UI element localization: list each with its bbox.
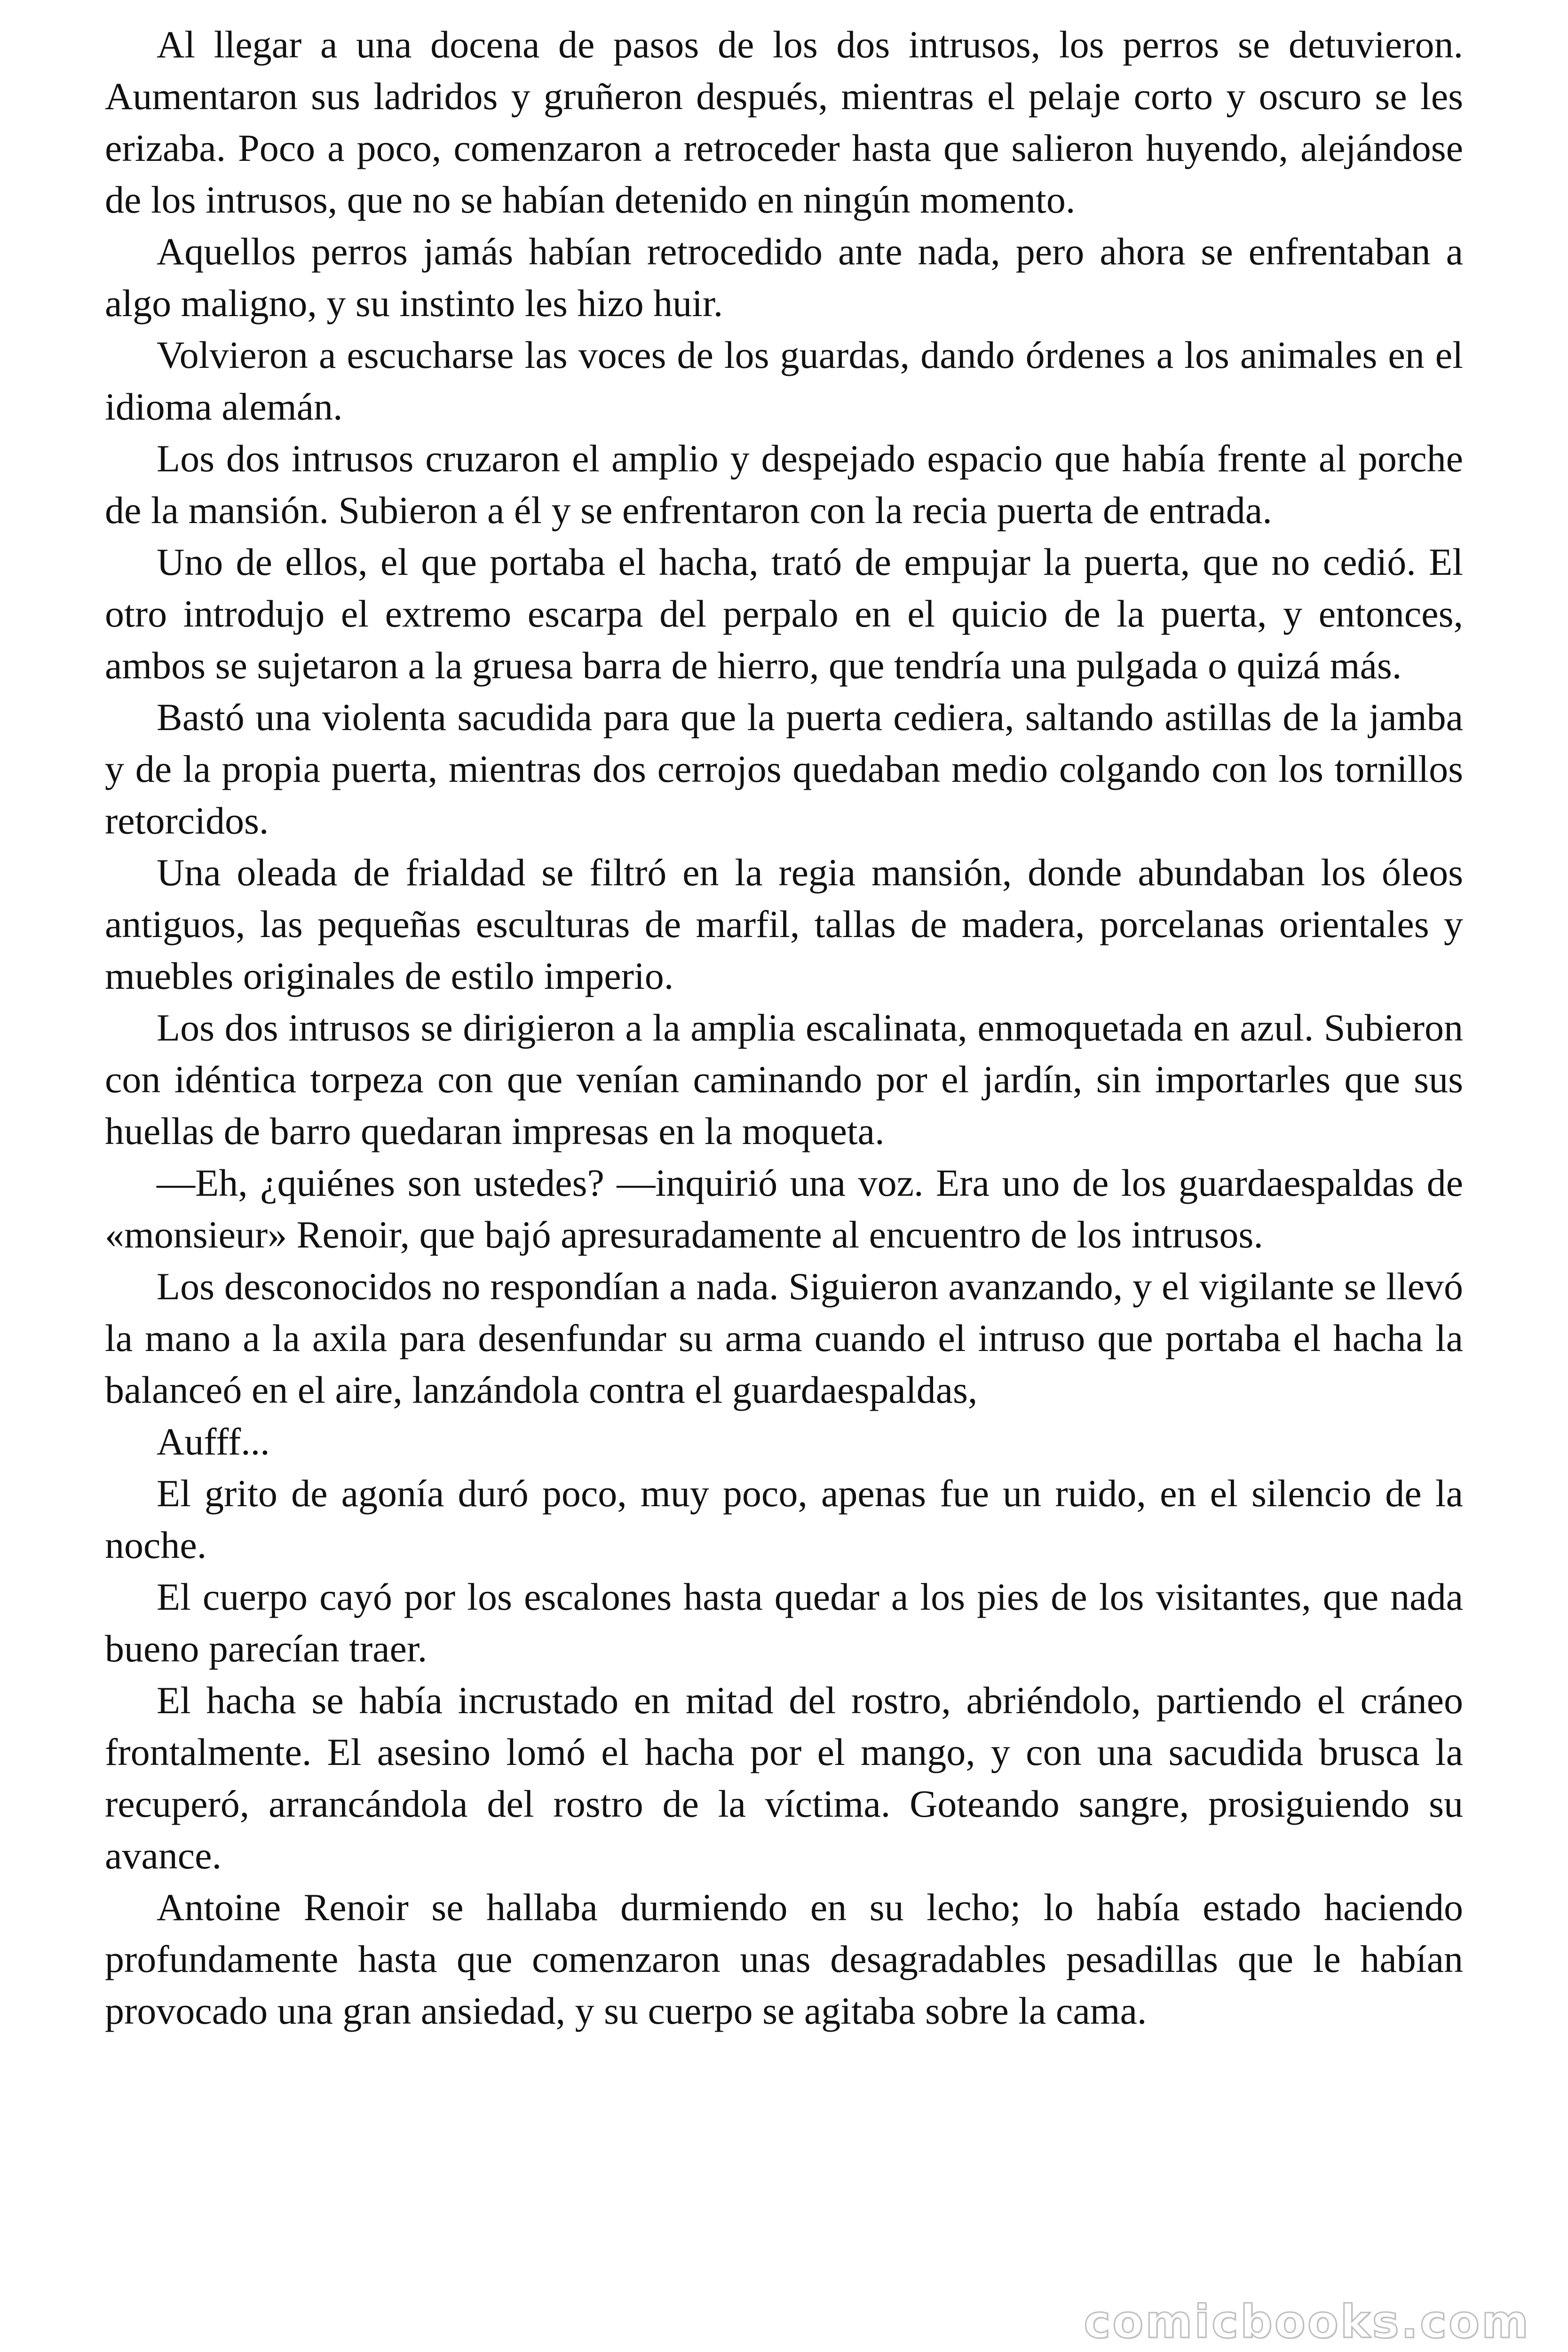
page-body — [105, 19, 1463, 2037]
paragraph-15: Antoine Renoir se hallaba durmiendo en su lecho; lo había estado haciendo profundamente hasta que comenzaron unas desagradables pesadillas que le habían provocado una gran ansiedad, y su cuerpo se agitaba sobre la cama. — [105, 1886, 1463, 2032]
watermark: comicbooks.com — [1084, 2296, 1530, 2348]
paragraph-3: Volvieron a escucharse las voces de los guardas, dando órdenes a los animales en el idioma alemán. — [105, 334, 1463, 428]
paragraph-7: Una oleada de frialdad se filtró en la regia mansión, donde abundaban los óleos antiguos, las pequeñas esculturas de marfil, tallas de madera, porcelanas orientales y muebles originales de estilo imperio. — [105, 851, 1463, 997]
paragraph-5: Uno de ellos, el que portaba el hacha, trató de empujar la puerta, que no cedió. El otro introdujo el extremo escarpa del perpalo en el quicio de la puerta, y entonces, ambos se sujetaron a la gruesa barra de hierro, que tendría una pulgada o quizá más. — [105, 540, 1463, 687]
paragraph-4: Los dos intrusos cruzaron el amplio y despejado espacio que había frente al porche de la mansión. Subieron a él y se enfrentaron con la recia puerta de entrada. — [105, 437, 1463, 532]
paragraph-9: —Eh, ¿quiénes son ustedes? —inquirió una voz. Era uno de los guardaespaldas de «monsieur» Renoir, que bajó apresuradamente al encuentro de los intrusos. — [105, 1161, 1463, 1256]
paragraph-11: Aufff... — [157, 1420, 270, 1463]
paragraph-6: Bastó una violenta sacudida para que la puerta cediera, saltando astillas de la jamba y de la propia puerta, mientras dos cerrojos quedaban medio colgando con los tornillos retorcidos. — [105, 696, 1463, 842]
paragraph-14: El hacha se había incrustado en mitad del rostro, abriéndolo, partiendo el cráneo frontalmente. El asesino lomó el hacha por el mango, y con una sacudida brusca la recuperó, arrancándola del rostro de la víctima. Goteando sangre, prosiguiendo su avance. — [105, 1679, 1463, 1877]
paragraph-2: Aquellos perros jamás habían retrocedido ante nada, pero ahora se enfrentaban a algo maligno, y su instinto les hizo huir. — [105, 230, 1463, 325]
paragraph-10: Los desconocidos no respondían a nada. Siguieron avanzando, y el vigilante se llevó la mano a la axila para desenfundar su arma cuando el intruso que portaba el hacha la balanceó en el aire, lanzándola contra el guardaespaldas, — [105, 1265, 1463, 1411]
paragraph-1: Al llegar a una docena de pasos de los dos intrusos, los perros se detuvieron. Aumentaron sus ladridos y gruñeron después, mientras el pelaje corto y oscuro se les erizaba. Poco a poco, comenzaron a retroceder hasta que salieron huyendo, alejándose de los intrusos, que no se habían detenido en ningún momento. — [105, 23, 1463, 221]
paragraph-12: El grito de agonía duró poco, muy poco, apenas fue un ruido, en el silencio de la noche. — [105, 1472, 1463, 1566]
paragraph-13: El cuerpo cayó por los escalones hasta quedar a los pies de los visitantes, que nada bueno parecían traer. — [105, 1575, 1463, 1670]
paragraph-8: Los dos intrusos se dirigieron a la amplia escalinata, enmoquetada en azul. Subieron con idéntica torpeza con que venían caminando por el jardín, sin importarles que sus huellas de barro quedaran impresas en la moqueta. — [105, 1006, 1463, 1152]
